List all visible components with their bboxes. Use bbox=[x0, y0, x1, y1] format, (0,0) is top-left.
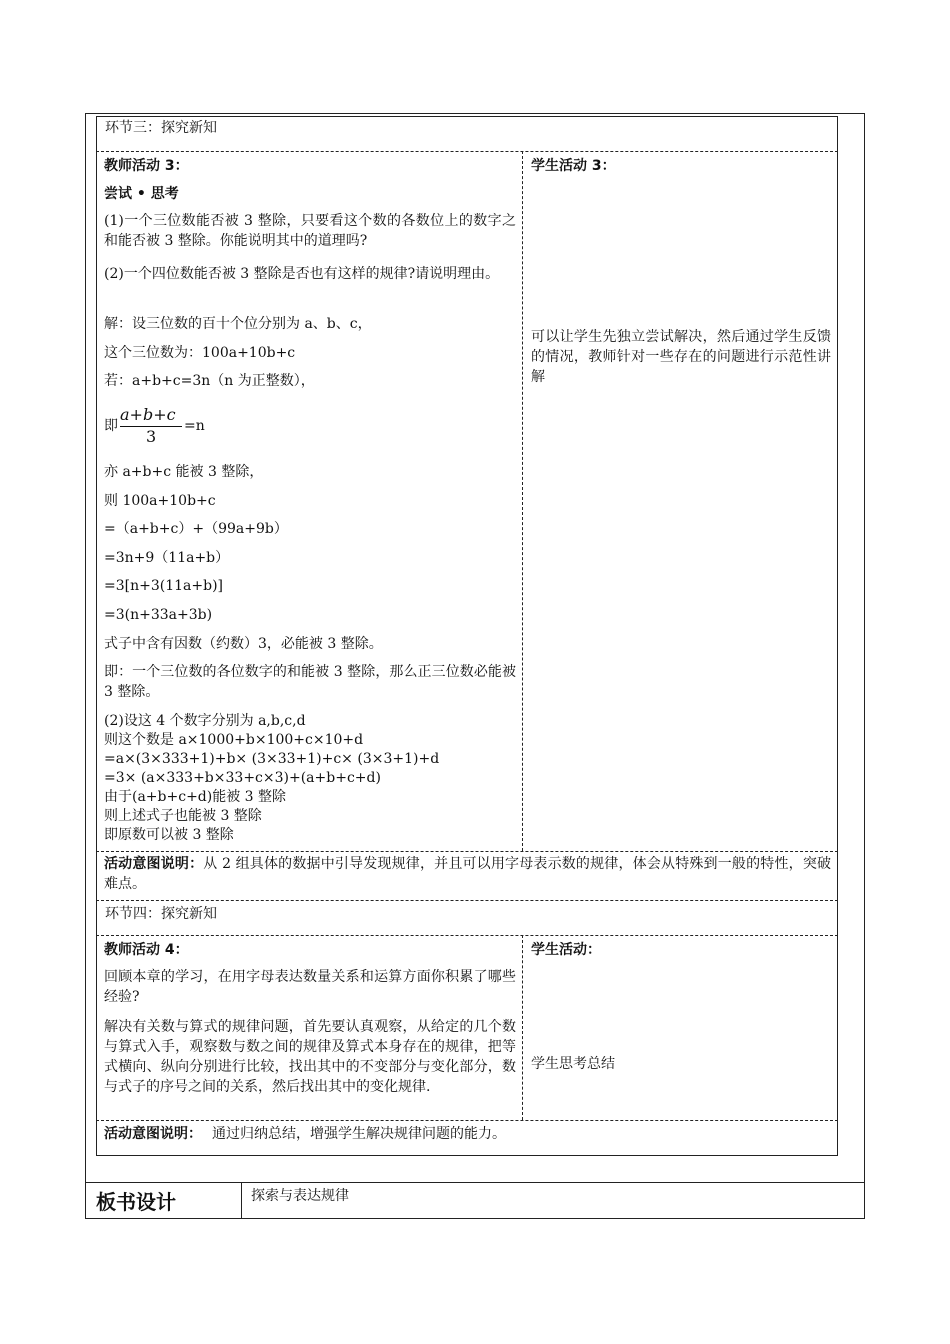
solution-line: =3n+9（11a+b） bbox=[104, 550, 230, 566]
student-activity-3-title: 学生活动 3： bbox=[531, 158, 616, 174]
solution-line: 式子中含有因数（约数）3，必能被 3 整除。 bbox=[104, 636, 383, 652]
part2-line: 由于(a+b+c+d)能被 3 整除 bbox=[104, 789, 287, 805]
question-1: (1)一个三位数能否被 3 整除，只要看这个数的各数位上的数字之和能否被 3 整除。你能说明其中的道理吗? bbox=[104, 213, 516, 249]
fraction bbox=[120, 405, 184, 451]
question-2: (2)一个四位数能否被 3 整除是否也有这样的规律?请说明理由。 bbox=[104, 266, 500, 282]
part2-line: =a×(3×333+1)+b× (3×33+1)+c× (3×3+1)+d bbox=[104, 751, 440, 767]
solution-line: 亦 a+b+c 能被 3 整除， bbox=[104, 464, 264, 480]
teacher-activity-4-text: 解决有关数与算式的规律问题，首先要认真观察，从给定的几个数与算式入手，观察数与数之间的规律及算式本身存在的规律，把等式横向、纵向分别进行比较，找出其中的不变部分与变化部分，数与式子的序号之间的关系，然后找出其中的变化规律. bbox=[104, 1019, 516, 1095]
divider bbox=[96, 900, 838, 901]
section4-header: 环节四：探究新知 bbox=[105, 906, 217, 922]
board-divider bbox=[85, 1182, 865, 1183]
part2-line: =3× (a×333+b×33+c×3)+(a+b+c+d) bbox=[104, 770, 381, 786]
teacher-activity-4-title: 教师活动 4： bbox=[104, 942, 189, 958]
solution-conclusion: 即：一个三位数的各位数字的和能被 3 整除，那么正三位数必能被 3 整除。 bbox=[104, 664, 516, 700]
intent-label: 活动意图说明： bbox=[104, 856, 204, 872]
teacher-activity-3-title: 教师活动 3： bbox=[104, 158, 189, 174]
solution-line: =3(n+33a+3b) bbox=[104, 607, 213, 623]
board-design-label: 板书设计 bbox=[96, 1190, 176, 1214]
student-activity-text: 学生思考总结 bbox=[531, 1056, 615, 1072]
part2-line: 即原数可以被 3 整除 bbox=[104, 827, 234, 843]
section3-header: 环节三：探究新知 bbox=[105, 120, 217, 136]
solution-line: 则 100a+10b+c bbox=[104, 493, 216, 509]
part2-line: 则这个数是 a×1000+b×100+c×10+d bbox=[104, 732, 364, 748]
teacher-activity-4-question: 回顾本章的学习，在用字母表达数量关系和运算方面你积累了哪些经验? bbox=[104, 969, 516, 1005]
fraction-suffix: =n bbox=[184, 418, 205, 434]
part2-line: (2)设这 4 个数字分别为 a,b,c,d bbox=[104, 713, 306, 729]
solution-line: 若：a+b+c=3n（n 为正整数）， bbox=[104, 373, 315, 389]
intent-text: 通过归纳总结，增强学生解决规律问题的能力。 bbox=[212, 1126, 506, 1142]
intent-label: 活动意图说明： bbox=[104, 1126, 202, 1142]
section3-intent bbox=[104, 854, 831, 894]
fraction-numerator: a+b+c bbox=[120, 405, 176, 424]
solution-line: 这个三位数为：100a+10b+c bbox=[104, 345, 296, 361]
section4-intent bbox=[104, 1124, 506, 1144]
solution-line: =3[n+3(11a+b)] bbox=[104, 578, 223, 594]
intent-text: 从 2 组具体的数据中引导发现规律，并且可以用字母表示数的规律，体会从特殊到一般的特性，突破难点。 bbox=[104, 856, 831, 892]
divider bbox=[96, 1120, 838, 1121]
student-activity-3-text: 可以让学生先独立尝试解决，然后通过学生反馈的情况，教师针对一些存在的问题进行示范性讲解 bbox=[531, 329, 831, 385]
fraction-prefix: 即 bbox=[104, 418, 118, 434]
divider bbox=[96, 851, 838, 852]
student-activity-title: 学生活动： bbox=[531, 942, 601, 958]
fraction-denominator: 3 bbox=[146, 427, 157, 446]
board-column-divider bbox=[241, 1182, 242, 1219]
part2-line: 则上述式子也能被 3 整除 bbox=[104, 808, 262, 824]
divider bbox=[96, 151, 838, 152]
solution-line: =（a+b+c）+（99a+9b） bbox=[104, 521, 288, 537]
solution-line: 解：设三位数的百十个位分别为 a、b、c， bbox=[104, 316, 372, 332]
column-divider bbox=[522, 151, 523, 851]
board-design-content: 探索与表达规律 bbox=[251, 1188, 349, 1204]
subtitle: 尝试 • 思考 bbox=[104, 186, 179, 202]
column-divider bbox=[522, 935, 523, 1120]
divider bbox=[96, 935, 838, 936]
